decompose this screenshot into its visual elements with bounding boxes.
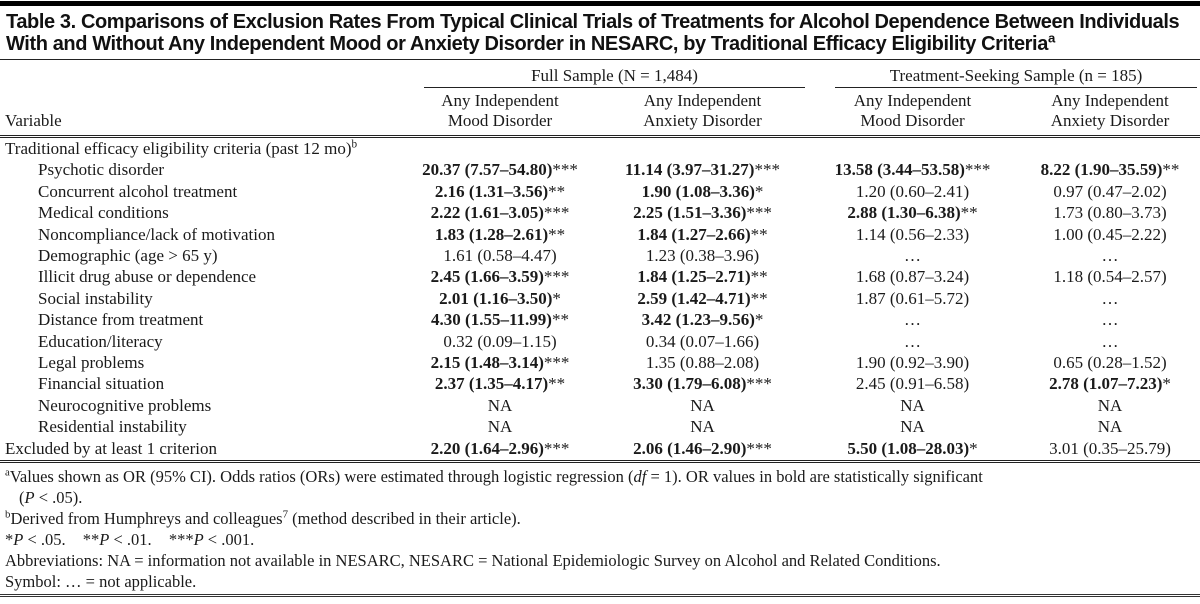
significance-stars: ** (548, 181, 566, 201)
table-row (0, 395, 1200, 416)
value-cell (1020, 416, 1200, 437)
value-cell (400, 181, 600, 202)
value-cell (1020, 331, 1200, 352)
footnote-b (5, 508, 1194, 529)
column-header-line1: Any Independent (853, 91, 972, 110)
or-ci-value: NA (900, 417, 925, 437)
section-header-label: Traditional efficacy eligibility criteria (past 12 mo) (5, 139, 352, 158)
or-ci-value: 2.01 (1.16–3.50) (439, 288, 553, 308)
row-label: Demographic (age > 65 y) (38, 246, 218, 266)
or-ci-value: … (904, 310, 921, 330)
footnote-b-text: Derived from Humphreys and colleagues (10, 509, 283, 529)
value-cell (400, 202, 600, 223)
or-ci-value: 3.01 (0.35–25.79) (1049, 438, 1171, 458)
table-row (0, 266, 1200, 287)
table-title-line2-text: With and Without Any Independent Mood or Anxiety Disorder in NESARC, by Traditional Efficacy Eligibility Criteria (6, 33, 1048, 55)
or-ci-value: … (1101, 310, 1119, 330)
or-ci-value: 1.68 (0.87–3.24) (855, 267, 970, 287)
significance-level-1 (5, 530, 66, 549)
column-header-line2: Anxiety Disorder (643, 111, 762, 130)
or-ci-value: 11.14 (3.97–31.27) (625, 160, 755, 180)
value-cell (1020, 438, 1200, 462)
value-cell (400, 373, 600, 394)
or-ci-value: NA (1097, 395, 1123, 415)
row-label: Residential instability (38, 417, 187, 437)
significance-stars: * (969, 438, 978, 458)
row-label: Medical conditions (38, 203, 169, 223)
row-label: Concurrent alcohol treatment (38, 181, 238, 201)
significance-legend (5, 529, 1194, 550)
value-cell (400, 416, 600, 437)
table-row (0, 373, 1200, 394)
table-row (0, 288, 1200, 309)
column-header-line2: Anxiety Disorder (1050, 111, 1170, 130)
or-ci-value: 1.14 (0.56–2.33) (855, 224, 970, 244)
or-ci-value: 1.87 (0.61–5.72) (855, 288, 970, 308)
value-cell (400, 159, 600, 180)
or-ci-value: … (904, 246, 921, 266)
or-ci-value: 1.90 (1.08–3.36) (641, 181, 755, 201)
or-ci-value: NA (1097, 417, 1123, 437)
significance-stars: ** (551, 310, 569, 330)
or-ci-value: 5.50 (1.08–28.03) (847, 438, 970, 458)
value-cell (805, 352, 1020, 373)
sig-rest: < .001. (203, 530, 255, 550)
value-cell (1020, 159, 1200, 180)
value-cell (1020, 352, 1200, 373)
or-ci-value: NA (690, 395, 715, 415)
group-header-treatment-seeking-label: Treatment-Seeking Sample (n = 185) (835, 65, 1197, 88)
value-cell (600, 181, 805, 202)
or-ci-value: 0.32 (0.09–1.15) (443, 331, 557, 351)
or-ci-value: 3.30 (1.79–6.08) (633, 374, 747, 394)
row-label: Psychotic disorder (38, 160, 165, 180)
or-ci-value: 1.20 (0.60–2.41) (855, 181, 970, 201)
section-header (0, 137, 1200, 160)
significance-stars: * (754, 181, 764, 201)
section-footnote-marker: b (351, 138, 358, 151)
significance-stars: *** (746, 203, 772, 223)
table-row (0, 438, 1200, 462)
group-header-full-sample-label: Full Sample (N = 1,484) (424, 65, 805, 88)
significance-stars: *** (543, 267, 570, 287)
value-cell (1020, 245, 1200, 266)
or-ci-value: 1.84 (1.27–2.66) (637, 224, 751, 244)
value-cell (400, 224, 600, 245)
or-ci-value: 0.97 (0.47–2.02) (1053, 181, 1167, 201)
value-cell (1020, 309, 1200, 330)
significance-stars: ** (750, 224, 768, 244)
value-cell (805, 245, 1020, 266)
or-ci-value: 13.58 (3.44–53.58) (834, 160, 965, 180)
row-label: Social instability (38, 288, 153, 308)
value-cell (400, 438, 600, 462)
sig-rest: < .05. (23, 530, 66, 550)
significance-stars: ** (548, 374, 566, 394)
value-cell (1020, 288, 1200, 309)
footnote-a-marker: a (5, 466, 10, 479)
column-header-row (0, 88, 1200, 137)
sig-stars: * (5, 530, 14, 550)
footnote-b-marker: b (5, 508, 11, 521)
column-header-ts-anxiety (1020, 88, 1200, 137)
significance-stars: *** (552, 160, 578, 180)
value-cell (600, 266, 805, 287)
value-cell (805, 266, 1020, 287)
or-ci-value: 2.16 (1.31–3.56) (434, 181, 549, 201)
or-ci-value: NA (900, 395, 925, 415)
significance-stars: ** (750, 267, 768, 287)
sig-p: P (13, 530, 24, 550)
value-cell (805, 331, 1020, 352)
significance-stars: *** (543, 353, 570, 373)
significance-level-3 (169, 530, 254, 549)
value-cell (600, 159, 805, 180)
table-title-line2 (6, 33, 1194, 55)
or-ci-value: … (1101, 288, 1119, 308)
column-header-ts-mood (805, 88, 1020, 137)
footnote-a-text: Values shown as OR (95% CI). Odds ratios (ORs) were estimated through logistic regression ( (9, 467, 634, 487)
row-label: Illicit drug abuse or dependence (38, 267, 257, 287)
row-label: Noncompliance/lack of motivation (38, 224, 275, 244)
table-row (0, 181, 1200, 202)
table-row (0, 159, 1200, 180)
footnote-a-rest: < .05). (34, 488, 83, 508)
table-row (0, 331, 1200, 352)
symbol-note: Symbol: … = not applicable. (5, 572, 197, 592)
table-row (0, 245, 1200, 266)
value-cell (600, 373, 805, 394)
value-cell (400, 331, 600, 352)
value-cell (805, 309, 1020, 330)
significance-stars: * (1162, 374, 1171, 394)
or-ci-value: 2.45 (0.91–6.58) (855, 374, 970, 394)
or-ci-value: 4.30 (1.55–11.99) (431, 310, 552, 330)
value-cell (600, 245, 805, 266)
or-ci-value: … (904, 331, 921, 351)
value-cell (805, 288, 1020, 309)
significance-stars: *** (964, 160, 991, 180)
value-cell (400, 245, 600, 266)
sig-stars: *** (168, 530, 194, 550)
footnote-a-p: P (24, 488, 35, 508)
value-cell (600, 309, 805, 330)
title-divider-rule (0, 59, 1200, 60)
or-ci-value: 1.84 (1.25–2.71) (637, 267, 751, 287)
column-header-full-mood (400, 88, 600, 137)
row-label: Legal problems (38, 353, 145, 373)
value-cell (600, 352, 805, 373)
or-ci-value: 2.45 (1.66–3.59) (430, 267, 544, 287)
or-ci-value: … (1101, 246, 1119, 266)
group-header-treatment-seeking (805, 62, 1200, 88)
or-ci-value: NA (487, 395, 513, 415)
row-label: Financial situation (38, 374, 165, 394)
group-header-row (0, 62, 1200, 88)
or-ci-value: 1.73 (0.80–3.73) (1053, 203, 1167, 223)
column-header-line1: Any Independent (1051, 91, 1169, 110)
or-ci-value: 2.15 (1.48–3.14) (430, 353, 544, 373)
or-ci-value: 2.25 (1.51–3.36) (633, 203, 747, 223)
or-ci-value: 3.42 (1.23–9.56) (641, 310, 755, 330)
value-cell (1020, 373, 1200, 394)
column-header-line1: Any Independent (441, 91, 559, 110)
table-title-line1: Table 3. Comparisons of Exclusion Rates From Typical Clinical Trials of Treatments for Alcohol Dependence Between Individuals (6, 11, 1180, 33)
header-spacer (0, 62, 400, 88)
or-ci-value: 8.22 (1.90–35.59) (1040, 160, 1163, 180)
table-row (0, 137, 1200, 160)
value-cell (805, 395, 1020, 416)
sig-p: P (193, 530, 204, 550)
or-ci-value: 2.37 (1.35–4.17) (434, 374, 549, 394)
or-ci-value: 2.20 (1.64–2.96) (430, 438, 544, 458)
table-row (0, 224, 1200, 245)
significance-stars: *** (543, 203, 570, 223)
or-ci-value: 2.88 (1.30–6.38) (847, 203, 961, 223)
row-label: Education/literacy (38, 331, 163, 351)
value-cell (600, 331, 805, 352)
abbreviations-note: Abbreviations: NA = information not available in NESARC, NESARC = National Epidemiologic Survey on Alcohol and Related Conditions. (5, 551, 941, 571)
variable-column-header: Variable (0, 88, 400, 137)
value-cell (805, 202, 1020, 223)
value-cell (600, 395, 805, 416)
or-ci-value: 1.23 (0.38–3.96) (645, 246, 760, 266)
or-ci-value: 1.83 (1.28–2.61) (434, 224, 549, 244)
value-cell (1020, 181, 1200, 202)
significance-stars: *** (543, 438, 570, 458)
or-ci-value: 2.78 (1.07–7.23) (1049, 374, 1163, 394)
row-label: Excluded by at least 1 criterion (0, 438, 400, 462)
footnote-a (5, 466, 1194, 508)
significance-level-2 (83, 530, 152, 549)
column-header-line2: Mood Disorder (447, 111, 553, 130)
footnote-b-rest: (method described in their article). (288, 509, 521, 529)
footnotes (0, 463, 1200, 592)
or-ci-value: 1.61 (0.58–4.47) (443, 246, 557, 266)
or-ci-value: 2.06 (1.46–2.90) (633, 438, 747, 458)
significance-stars: ** (750, 288, 768, 308)
or-ci-value: 1.00 (0.45–2.22) (1053, 224, 1167, 244)
value-cell (400, 352, 600, 373)
value-cell (805, 416, 1020, 437)
comparison-table (0, 62, 1200, 463)
value-cell (805, 373, 1020, 394)
sig-rest: < .01. (109, 530, 152, 550)
column-header-line2: Mood Disorder (860, 111, 965, 130)
significance-stars: *** (754, 160, 780, 180)
significance-stars: *** (746, 374, 772, 394)
or-ci-value: 1.35 (0.88–2.08) (645, 353, 760, 373)
or-ci-value: 1.90 (0.92–3.90) (855, 353, 970, 373)
sig-p: P (99, 530, 110, 550)
or-ci-value: 1.18 (0.54–2.57) (1053, 267, 1167, 287)
value-cell (400, 395, 600, 416)
or-ci-value: NA (487, 417, 513, 437)
table-row (0, 309, 1200, 330)
column-header-line1: Any Independent (643, 91, 762, 110)
or-ci-value: 0.65 (0.28–1.52) (1053, 353, 1167, 373)
significance-stars: ** (960, 203, 978, 223)
footnote-a-df: df (633, 467, 647, 487)
significance-stars: ** (1162, 160, 1180, 180)
significance-stars: ** (548, 224, 566, 244)
or-ci-value: 0.34 (0.07–1.66) (645, 331, 760, 351)
value-cell (600, 288, 805, 309)
value-cell (1020, 266, 1200, 287)
table-title (0, 6, 1200, 59)
or-ci-value: 2.22 (1.61–3.05) (430, 203, 544, 223)
value-cell (400, 309, 600, 330)
footnote-a-open-paren: ( (19, 488, 25, 508)
value-cell (1020, 395, 1200, 416)
value-cell (400, 288, 600, 309)
or-ci-value: NA (690, 417, 715, 437)
value-cell (600, 202, 805, 223)
significance-stars: * (754, 310, 764, 330)
value-cell (805, 438, 1020, 462)
value-cell (1020, 202, 1200, 223)
column-header-full-anxiety (600, 88, 805, 137)
title-footnote-marker: a (1047, 33, 1055, 46)
or-ci-value: 2.59 (1.42–4.71) (637, 288, 751, 308)
footnote-a-line2 (5, 487, 1194, 508)
row-label: Neurocognitive problems (38, 395, 212, 415)
significance-stars: *** (746, 438, 772, 458)
footnote-a-text2: = 1). OR values in bold are statistically significant (646, 467, 983, 487)
table-row (0, 202, 1200, 223)
value-cell (1020, 224, 1200, 245)
value-cell (805, 181, 1020, 202)
value-cell (600, 224, 805, 245)
row-label: Distance from treatment (38, 310, 204, 330)
value-cell (400, 266, 600, 287)
footnote-b-reference: 7 (282, 508, 289, 521)
or-ci-value: … (1101, 331, 1119, 351)
value-cell (600, 438, 805, 462)
table-row (0, 352, 1200, 373)
bottom-border-rule (0, 594, 1200, 597)
table-row (0, 416, 1200, 437)
or-ci-value: 20.37 (7.57–54.80) (422, 160, 553, 180)
significance-stars: * (552, 288, 561, 308)
group-header-full-sample (400, 62, 805, 88)
sig-stars: ** (82, 530, 100, 550)
value-cell (805, 159, 1020, 180)
value-cell (805, 224, 1020, 245)
value-cell (600, 416, 805, 437)
